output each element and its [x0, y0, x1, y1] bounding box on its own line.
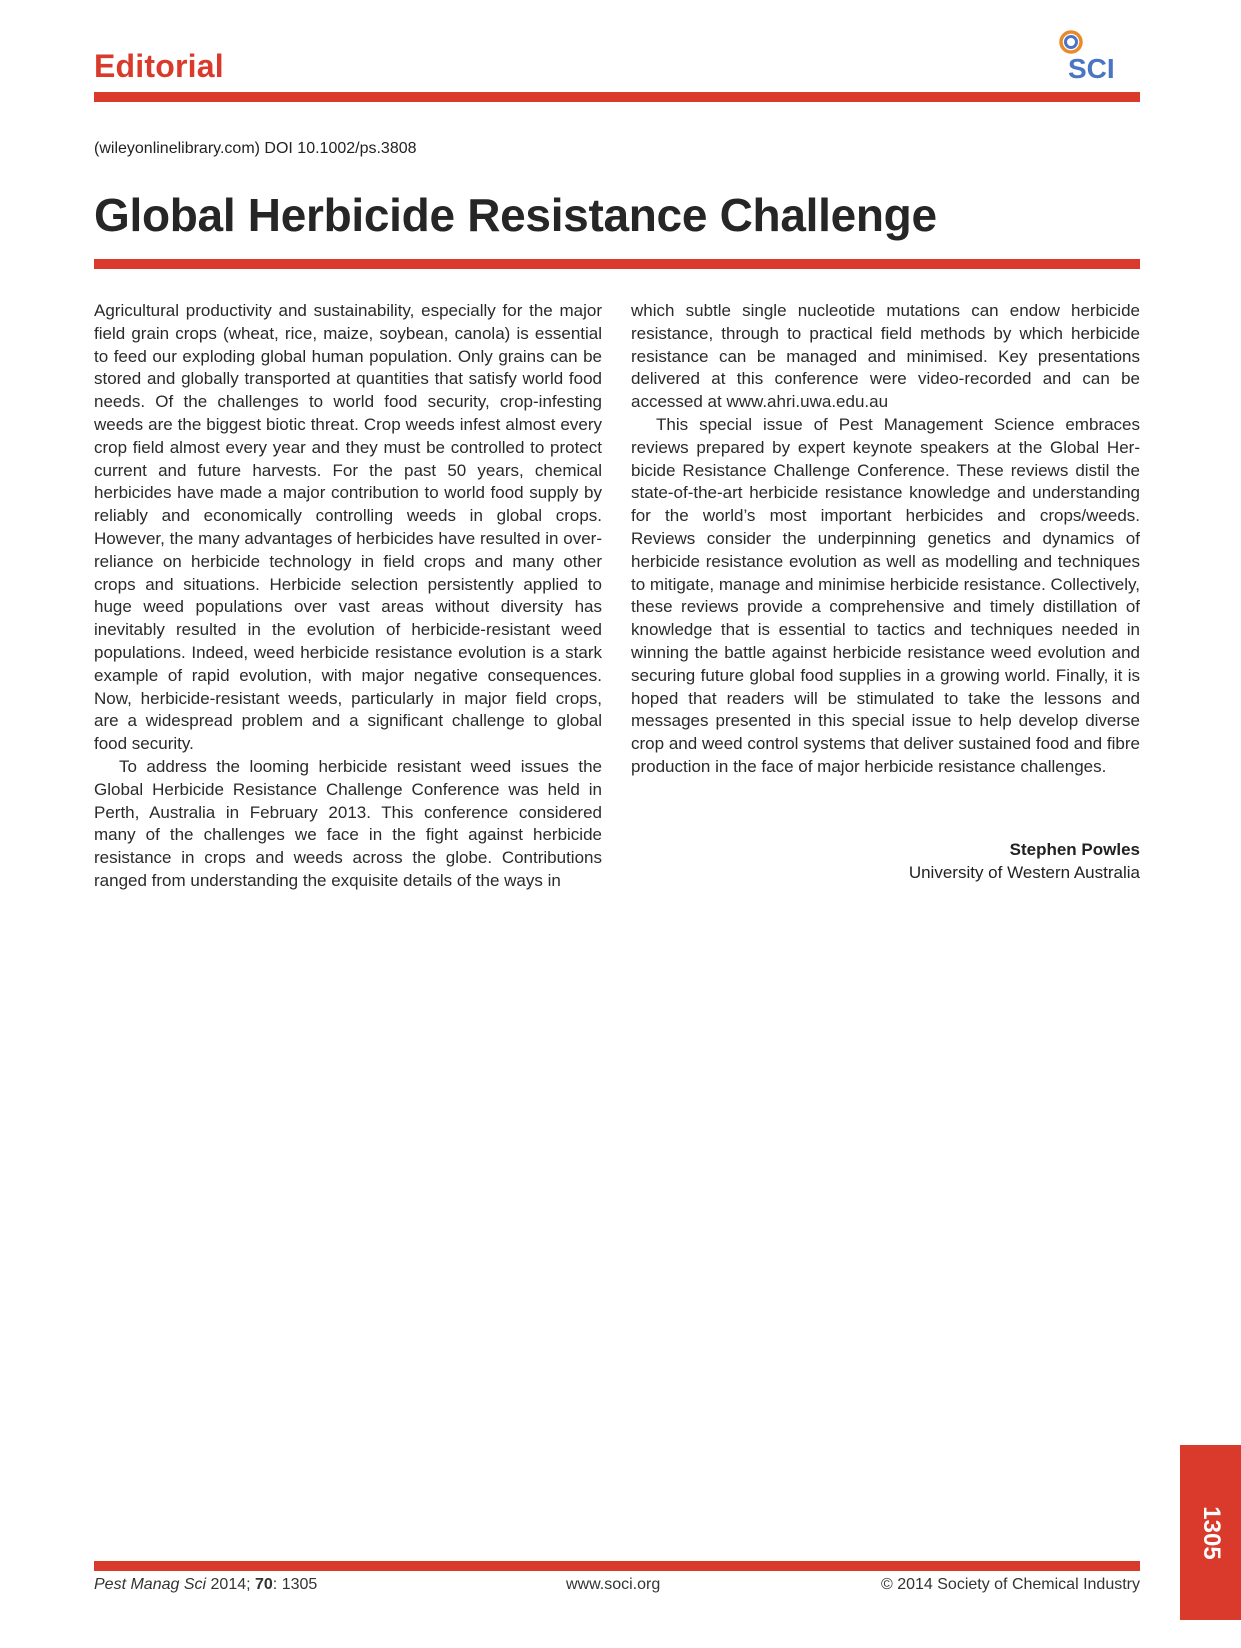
- page-number: 1305: [1197, 1505, 1225, 1560]
- body-paragraph: This special issue of Pest Management Science embraces reviews prepared by expert keynote speakers at the Global Herbicide Resistance Challenge Conference. These reviews distil the state-of-the-art herbicide resistance knowledge and understanding for the world’s most important herbicides and crops/weeds. Reviews consider the underpinning genetics and dynamics of herbicide resistance evolution as well as modelling and techniques to mitigate, manage and minimise herbicide resistance. Collectively, these reviews provide a comprehensive and timely distillation of knowledge that is essential to tactics and techniques needed in winning the battle against herbicide resistance weed evolution and securing future global food supplies in a growing world. Finally, it is hoped that readers will be stimulated to take the lessons and messages presented in this special issue to help develop diverse crop and weed control systems that deliver sustained food and fibre production in the face of major herbicide resistance challenges.: [631, 414, 1140, 776]
- body-column-left: [94, 300, 602, 893]
- header-rule: [94, 92, 1140, 102]
- body-paragraph: Agricultural productivity and sustainability, especially for the major field grain crops (wheat, rice, maize, soybean, canola) is essential to feed our exploding global human population. Only grains can be stored and globally transported at quantities that satisfy world food needs. Of the challenges to world food security, crop-infesting weeds are the biggest biotic threat. Crop weeds infest almost every crop field almost every year and they must be controlled to protect current and future harvests. For the past 50 years, chemical herbicides have made a major contribution to world food supply by reliably and economically controlling weeds in global crops. However, the many advantages of herbicides have resulted in over-reliance on herbicide technology in field crops and many other crops and situations. Herbicide selection persistently applied to huge weed populations over vast areas without diversity has inevitably resulted in the evolution of herbicide-resistant weed populations. Indeed, weed herbicide resistance evolution is a stark example of rapid evolution, with major negative consequences. Now, herbicide-resistant weeds, particularly in major field crops, are a widespread problem and a significant challenge to global food security.: [94, 301, 602, 754]
- sci-logo: [1050, 28, 1140, 84]
- author-signature: [631, 838, 1140, 884]
- body-paragraph: To address the looming herbicide resistant weed issues the Global Herbicide Resistance Challenge Conference was held in Perth, Australia in February 2013. This conference considered many of the challenges we face in the fight against herbicide resistance in crops and weeds across the globe. Contributions ranged from understanding the exquisite details of the ways in: [94, 756, 602, 890]
- logo-ring-blue: [1066, 37, 1077, 48]
- author-name: Stephen Powles: [1009, 840, 1140, 859]
- page-number-tab: [1180, 1445, 1241, 1620]
- title-rule: [94, 259, 1140, 269]
- journal-name: Pest Manag Sci: [94, 1576, 207, 1593]
- footer-rule: [94, 1561, 1140, 1571]
- citation: [94, 1576, 317, 1594]
- logo-text: SCI: [1068, 53, 1115, 84]
- author-affiliation: University of Western Australia: [908, 863, 1140, 882]
- citation-volume: 70: [255, 1576, 273, 1593]
- copyright: © 2014 Society of Chemical Industry: [880, 1576, 1140, 1593]
- section-label: Editorial: [94, 48, 224, 84]
- website-link[interactable]: www.soci.org: [566, 1576, 661, 1593]
- article-title: Global Herbicide Resistance Challenge: [94, 189, 937, 241]
- doi-line: (wileyonlinelibrary.com) DOI 10.1002/ps.3808: [94, 140, 417, 157]
- citation-pages: : 1305: [272, 1576, 318, 1593]
- citation-year: 2014;: [210, 1576, 255, 1593]
- body-column-right: [631, 300, 1140, 779]
- body-paragraph: which subtle single nucleotide mutations can endow herbicide resistance, through to practical field methods by which herbicide resistance can be managed and minimised. Key presentations delivered at this conference were video-recorded and can be accessed at www.ahri.uwa.edu.au: [631, 301, 1140, 412]
